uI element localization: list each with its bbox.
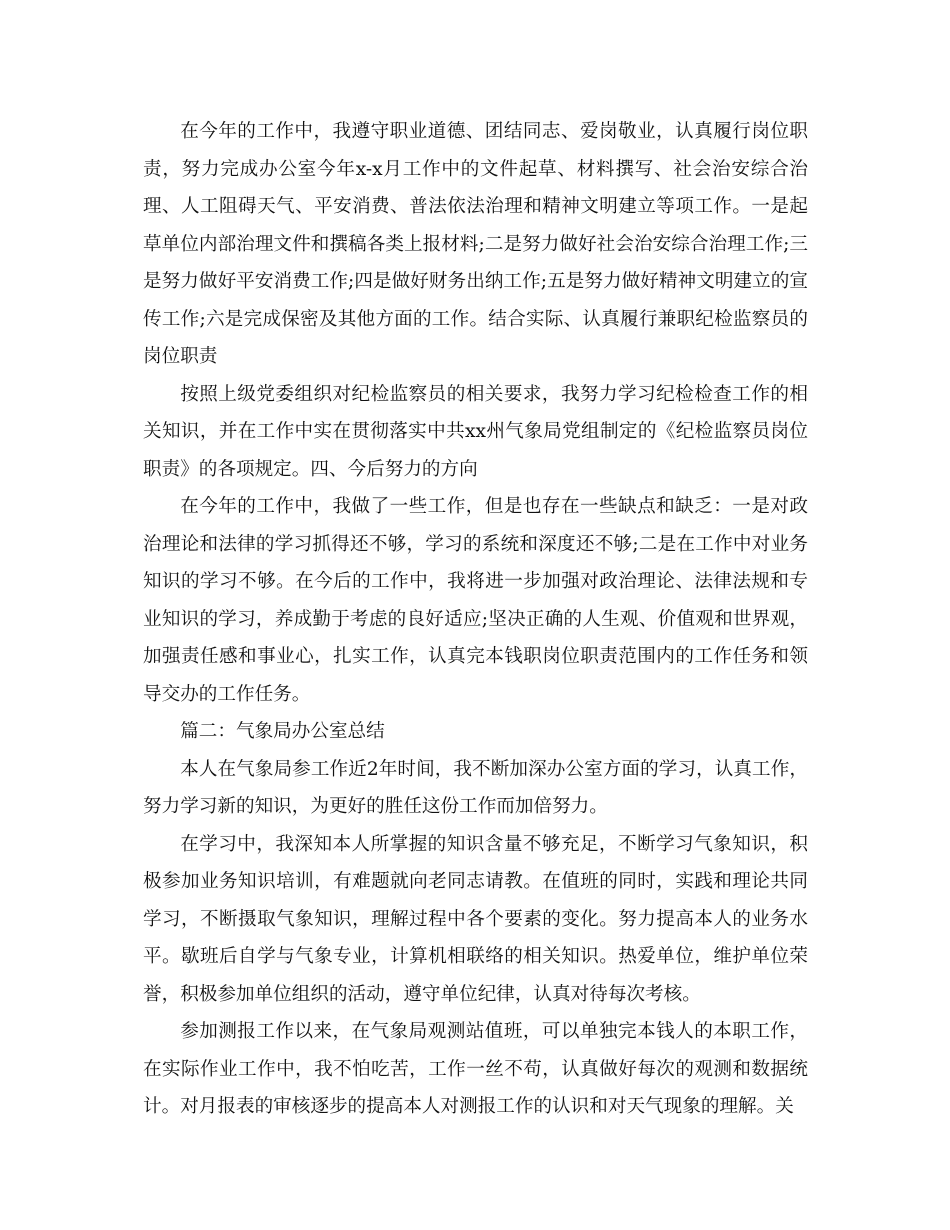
paragraph-3: 在今年的工作中，我做了一些工作，但是也存在一些缺点和缺乏：一是对政治理论和法律的学习抓得还不够，学习的系统和深度还不够;二是在工作中对业务知识的学习不够。在今后的工作中，我将进一步加强对政治理论、法律法规和专业知识的学习，养成勤于考虑的良好适应;坚决正确的人生观、价值观和世界观，加强责任感和事业心，扎实工作，认真完本钱职岗位职责范围内的工作任务和领导交办的工作任务。 [143, 496, 808, 705]
paragraph-5: 本人在气象局参工作近2年时间，我不断加深办公室方面的学习，认真工作，努力学习新的知识，为更好的胜任这份工作而加倍努力。 [143, 758, 808, 817]
paragraph-2: 按照上级党委组织对纪检监察员的相关要求，我努力学习纪检检查工作的相关知识，并在工作中实在贯彻落实中共xx州气象局党组制定的《纪检监察员岗位职责》的各项规定。四、今后努力的方向 [143, 383, 808, 480]
paragraph-6: 在学习中，我深知本人所掌握的知识含量不够充足，不断学习气象知识，积极参加业务知识培训，有难题就向老同志请教。在值班的同时，实践和理论共同学习，不断摄取气象知识，理解过程中各个要素的变化。努力提高本人的业务水平。歇班后自学与气象专业，计算机相联络的相关知识。热爱单位，维护单位荣誉，积极参加单位组织的活动，遵守单位纪律，认真对待每次考核。 [143, 833, 808, 1005]
paragraph-7: 参加测报工作以来，在气象局观测站值班，可以单独完本钱人的本职工作，在实际作业工作中，我不怕吃苦，工作一丝不苟，认真做好每次的观测和数据统计。对月报表的审核逐步的提高本人对测报工作的认识和对天气现象的理解。关 [143, 1021, 808, 1117]
paragraph-1: 在今年的工作中，我遵守职业道德、团结同志、爱岗敬业，认真履行岗位职责，努力完成办公室今年x-x月工作中的文件起草、材料撰写、社会治安综合治理、人工阻碍天气、平安消费、普法依法治理和精神文明建立等项工作。一是起草单位内部治理文件和撰稿各类上报材料;二是努力做好社会治安综合治理工作;三是努力做好平安消费工作;四是做好财务出纳工作;五是努力做好精神文明建立的宣传工作;六是完成保密及其他方面的工作。结合实际、认真履行兼职纪检监察员的岗位职责 [143, 121, 808, 367]
section-heading: 篇二：气象局办公室总结 [180, 721, 385, 742]
document-body [143, 113, 808, 1126]
